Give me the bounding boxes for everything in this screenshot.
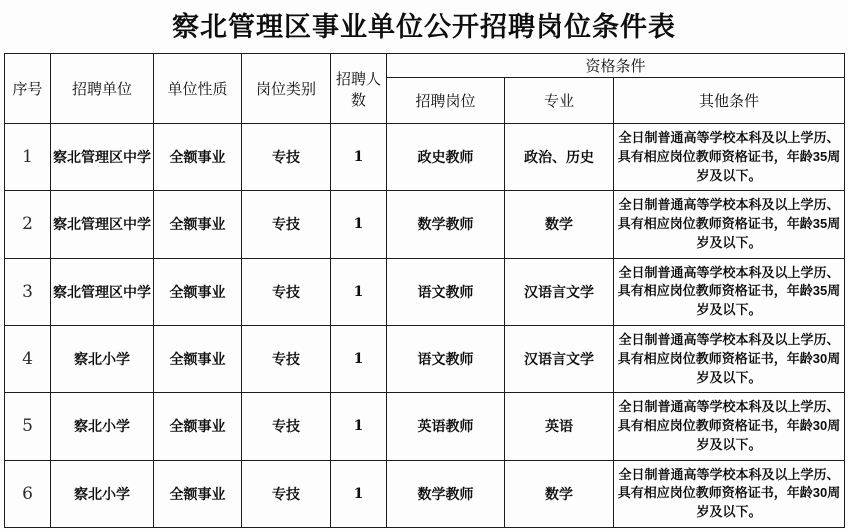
header-qualification-group: 资格条件 xyxy=(387,54,845,78)
header-row-group xyxy=(5,54,845,78)
cell-other: 全日制普通高等学校本科及以上学历、具有相应岗位教师资格证书，年龄35周岁及以下。 xyxy=(614,258,845,325)
cell-unit: 察北小学 xyxy=(51,460,154,527)
table-row xyxy=(5,191,845,258)
cell-unit: 察北小学 xyxy=(51,393,154,460)
cell-category: 专技 xyxy=(242,393,331,460)
page-title: 察北管理区事业单位公开招聘岗位条件表 xyxy=(172,12,676,42)
cell-post: 数学教师 xyxy=(387,191,505,258)
cell-nature: 全额事业 xyxy=(154,325,242,392)
cell-seq: 2 xyxy=(5,191,51,258)
cell-count: 1 xyxy=(331,393,387,460)
header-seq: 序号 xyxy=(5,54,51,124)
cell-other: 全日制普通高等学校本科及以上学历、具有相应岗位教师资格证书，年龄30周岁及以下。 xyxy=(614,460,845,527)
cell-post: 英语教师 xyxy=(387,393,505,460)
cell-nature: 全额事业 xyxy=(154,191,242,258)
cell-count: 1 xyxy=(331,191,387,258)
cell-other: 全日制普通高等学校本科及以上学历、具有相应岗位教师资格证书，年龄35周岁及以下。 xyxy=(614,191,845,258)
cell-count: 1 xyxy=(331,124,387,191)
cell-post: 数学教师 xyxy=(387,460,505,527)
header-major: 专业 xyxy=(505,78,614,124)
table-row xyxy=(5,124,845,191)
cell-category: 专技 xyxy=(242,124,331,191)
header-unit: 招聘单位 xyxy=(51,54,154,124)
table-row xyxy=(5,325,845,392)
header-nature: 单位性质 xyxy=(154,54,242,124)
recruitment-table xyxy=(4,53,845,528)
cell-seq: 5 xyxy=(5,393,51,460)
cell-major: 数学 xyxy=(505,191,614,258)
cell-seq: 4 xyxy=(5,325,51,392)
cell-post: 语文教师 xyxy=(387,258,505,325)
cell-major: 汉语言文学 xyxy=(505,258,614,325)
cell-nature: 全额事业 xyxy=(154,393,242,460)
cell-category: 专技 xyxy=(242,191,331,258)
cell-count: 1 xyxy=(331,325,387,392)
cell-other: 全日制普通高等学校本科及以上学历、具有相应岗位教师资格证书，年龄30周岁及以下。 xyxy=(614,325,845,392)
cell-other: 全日制普通高等学校本科及以上学历、具有相应岗位教师资格证书，年龄35周岁及以下。 xyxy=(614,124,845,191)
cell-unit: 察北管理区中学 xyxy=(51,191,154,258)
cell-major: 数学 xyxy=(505,460,614,527)
cell-post: 政史教师 xyxy=(387,124,505,191)
header-other: 其他条件 xyxy=(614,78,845,124)
cell-major: 英语 xyxy=(505,393,614,460)
cell-category: 专技 xyxy=(242,258,331,325)
cell-nature: 全额事业 xyxy=(154,258,242,325)
cell-unit: 察北小学 xyxy=(51,325,154,392)
cell-other: 全日制普通高等学校本科及以上学历、具有相应岗位教师资格证书，年龄30周岁及以下。 xyxy=(614,393,845,460)
cell-seq: 3 xyxy=(5,258,51,325)
cell-unit: 察北管理区中学 xyxy=(51,124,154,191)
header-count: 招聘人数 xyxy=(331,54,387,124)
header-category: 岗位类别 xyxy=(242,54,331,124)
cell-seq: 6 xyxy=(5,460,51,527)
cell-seq: 1 xyxy=(5,124,51,191)
cell-major: 汉语言文学 xyxy=(505,325,614,392)
cell-nature: 全额事业 xyxy=(154,124,242,191)
cell-count: 1 xyxy=(331,258,387,325)
cell-category: 专技 xyxy=(242,460,331,527)
cell-unit: 察北管理区中学 xyxy=(51,258,154,325)
table-row xyxy=(5,393,845,460)
cell-post: 语文教师 xyxy=(387,325,505,392)
cell-major: 政治、历史 xyxy=(505,124,614,191)
header-post: 招聘岗位 xyxy=(387,78,505,124)
cell-nature: 全额事业 xyxy=(154,460,242,527)
cell-count: 1 xyxy=(331,460,387,527)
table-row xyxy=(5,258,845,325)
cell-category: 专技 xyxy=(242,325,331,392)
table-row xyxy=(5,460,845,527)
